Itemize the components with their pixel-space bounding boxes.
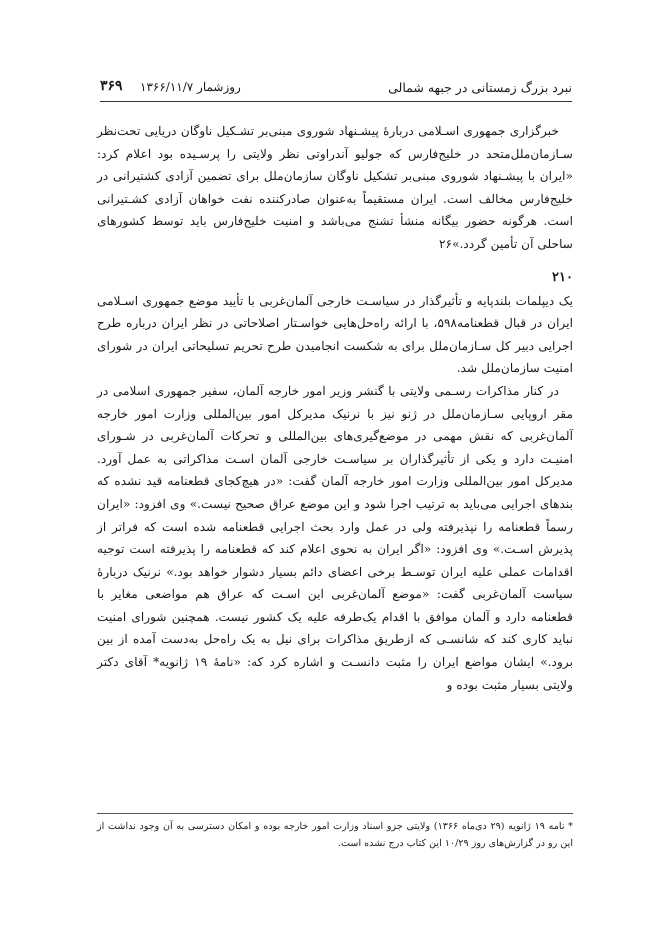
footnote-divider [97, 813, 573, 814]
page-header [100, 78, 572, 102]
page-body [97, 120, 573, 696]
page-number: ۳۶۹ [100, 78, 123, 94]
paragraph-news-report: خبرگزاری جمهوری اسـلامی دربارهٔ پیشـنهاد شوروی مبنی‌بر تشـکیل ناوگان دریایی تحت‌نظر سـازمان‌ملل‌متحد در خلیج‌فارس که جولیو آندراوتی نظر ولایتی را پرسـیده بود اعلام کرد: «ایران با پیشـنهاد شوروی مبنی‌بر تشکیل ناوگان سازمان‌ملل برای تضمین آزادی کشتیرانی در خلیج‌فارس مخالف است. ایران مستقیماً به‌عنوان صادرکننده نفت خواهان آزادی کشـتیرانی است. هرگونه حضور بیگانه منشأ تشنج می‌باشد و امنیت خلیج‌فارس باید توسط کشورهای ساحلی آن تأمین گردد.»۲۶ [97, 124, 573, 251]
footnote: * نامه ۱۹ ژانویه (۲۹ دی‌ماه ۱۳۶۶) ولایتی جزو اسناد وزارت امور خارجه بوده و امکان دسترسی به آن وجود نداشت از این رو در گزارش‌های روز ۱۰/۲۹ این کتاب درج نشده است. [97, 821, 573, 849]
running-title: نبرد بزرگ زمستانی در جبهه شمالی [388, 80, 572, 95]
paragraph-entry-intro: یک دیپلمات بلندپایه و تأثیرگذار در سیاسـت خارجی آلمان‌غربی با تأیید موضع جمهوری اسـلامی ایران در قبال قطعنامه۵۹۸، با ارائه راه‌حل‌هایی خواسـتار اصلاحاتی در نظر ایران درباره طرح اجرایی دبیر کل سـازمان‌ملل برای به شکست انجامیدن طرح تحریم تسلیحاتی ایران در شورای امنیت سازمان‌ملل شد. [97, 293, 573, 376]
entry-number: ۲۱۰ [552, 269, 573, 285]
diary-date-label: روزشمار ۱۳۶۶/۱۱/۷ [140, 80, 241, 94]
paragraph-geneva-talks: در کنار مذاکرات رسـمی ولایتی با گنشر وزیر امور خارجه آلمان، سفیر جمهوری اسلامی در مقر اروپایی سـازمان‌ملل در ژنو نیز با نرنیک مدیرکل امور بین‌المللی وزارت امور خارجه آلمان‌غربی که نقش مهمی در موضع‌گیری‌های بین‌المللی و تحرکات آلمان‌غربی در شـورای امنیـت دارد و یکی از تأثیرگذاران بر سیاسـت خارجی آلمان اسـت مذاکراتی به عمل آورد. مدیرکل امور بین‌المللی وزارت امور خارجه آلمان گفت: «در هیچ‌کجای قطعنامه قید نشده که بندهای اجرایی می‌باید به ترتیب اجرا شود و این موضع عراق صحیح نیست.» وی افزود: «ایران رسماً قطعنامه را نپذیرفته ولی در عمل وارد بحث اجرایی قطعنامه شده است که فراتر از پذیرش اسـت.» وی افزود: «اگر ایران به نحوی اعلام کند که قطعنامه را پذیرفته است توجیه اقدامات عملی علیه ایران توسـط برخی اعضای دائم بسیار دشوار خواهد بود.» نرنیک دربارهٔ سیاست آلمان‌غربی گفت: «موضع آلمان‌غربی این اسـت که عراق هم مواضعی مغایر با قطعنامه دارد و آلمان موافق با اقدام یک‌طرفه علیه یک کشور نیست. همچنین شورای امنیت نباید کاری کند که شانسـی که ازطریق مذاکرات برای نیل به یک راه‌حل به‌دست آمده از بین برود.» ایشان مواضع ایران را مثبت دانسـت و اشاره کرد که: «نامهٔ ۱۹ ژانویه* آقای دکتر ولایتی بسیار مثبت بوده و [97, 383, 573, 692]
